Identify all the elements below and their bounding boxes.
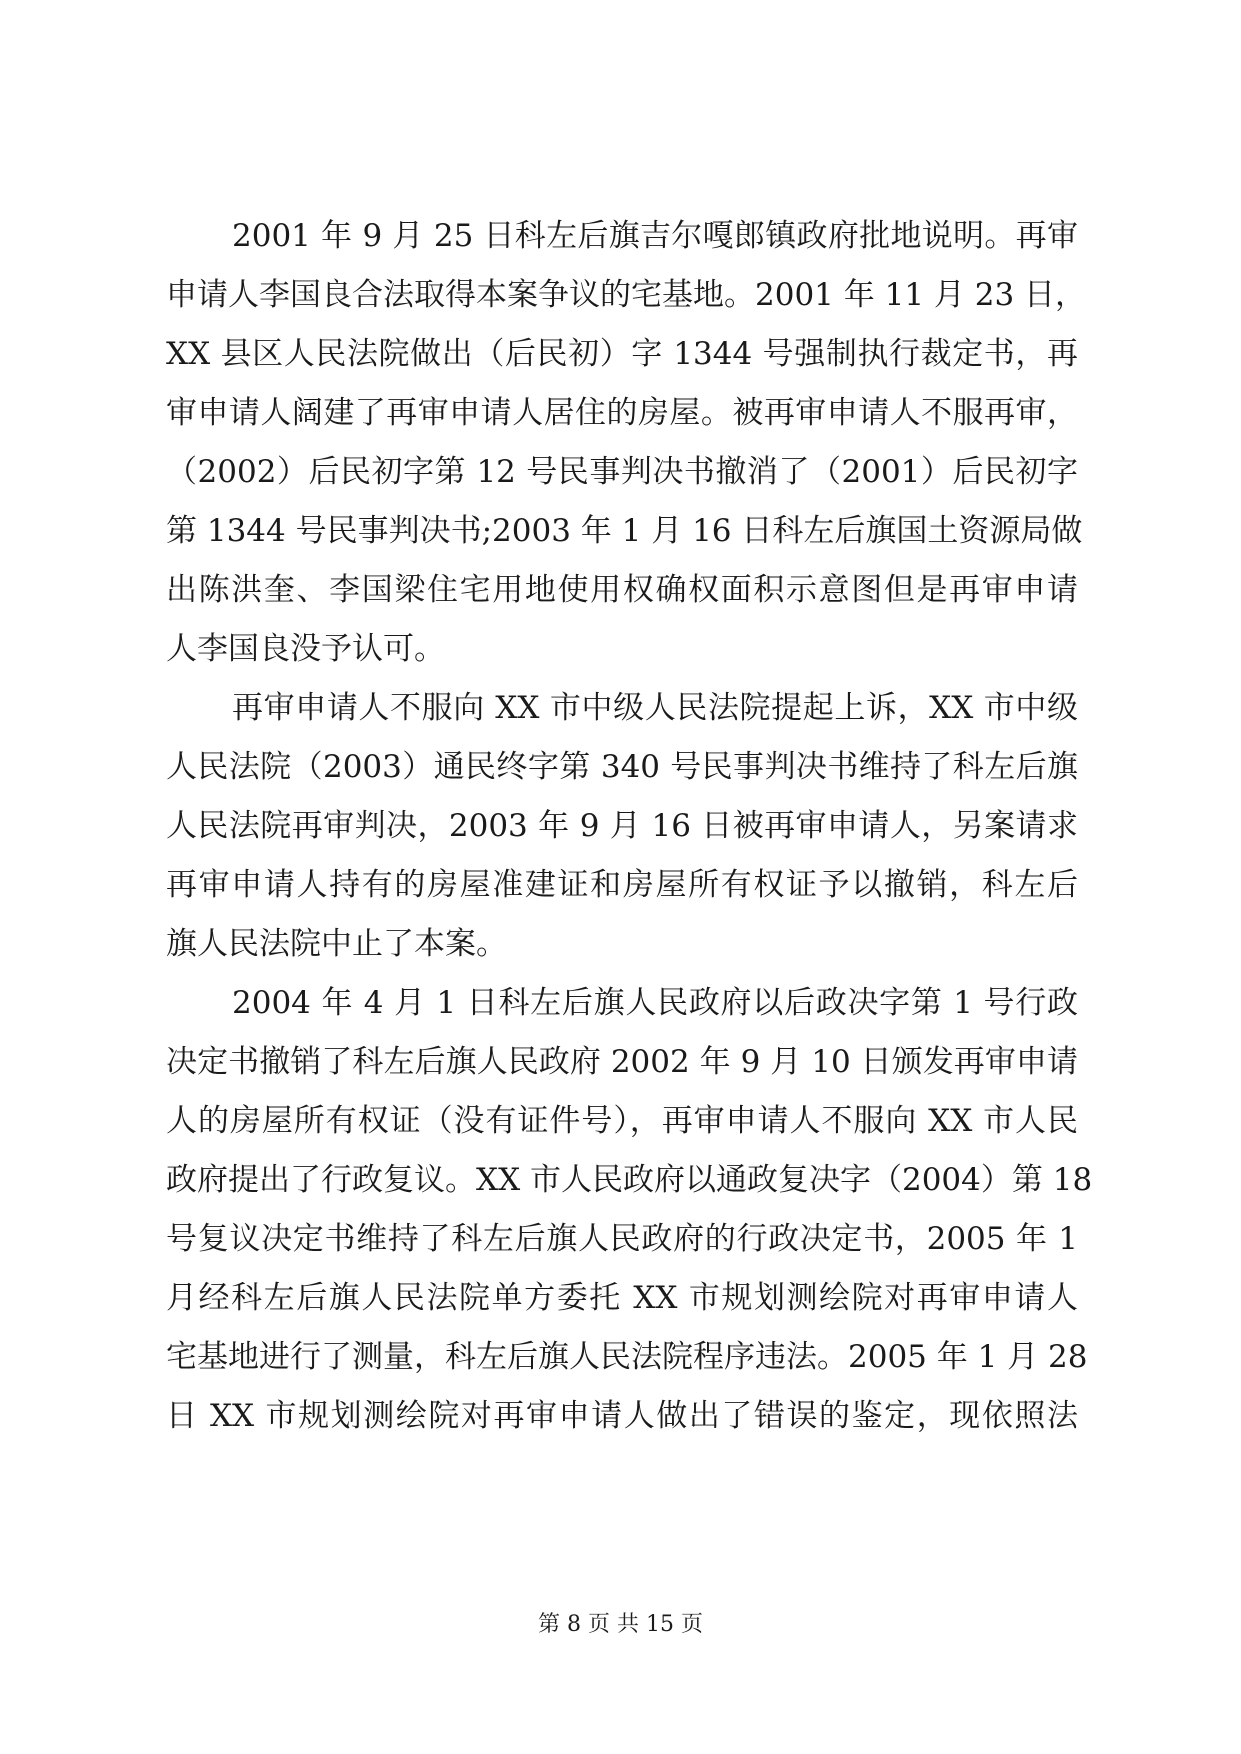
text-line: 2001 年 9 月 25 日科左后旗吉尔嘎郎镇政府批地说明。再审 [232,218,1078,254]
text-line: 再审申请人不服向 XX 市中级人民法院提起上诉，XX 市中级 [232,690,1078,726]
text-line: 人民法院（2003）通民终字第 340 号民事判决书维持了科左后旗 [166,749,1078,785]
text-line: 日 XX 市规划测绘院对再审申请人做出了错误的鉴定，现依照法 [166,1398,1078,1434]
page-number-footer: 第 8 页 共 15 页 [538,1612,703,1637]
text-line: 2004 年 4 月 1 日科左后旗人民政府以后政决字第 1 号行政 [232,985,1078,1021]
text-line: 人李国良没予认可。 [166,631,445,667]
text-line: XX 县区人民法院做出（后民初）字 1344 号强制执行裁定书，再 [166,336,1078,372]
text-line: 再审申请人持有的房屋准建证和房屋所有权证予以撤销，科左后 [166,867,1078,903]
text-line: 决定书撤销了科左后旗人民政府 2002 年 9 月 10 日颁发再审申请 [166,1044,1078,1080]
text-line: 审申请人阔建了再审申请人居住的房屋。被再审申请人不服再审， [166,395,1078,431]
text-line: 申请人李国良合法取得本案争议的宅基地。2001 年 11 月 23 日， [166,277,1087,313]
text-line: 月经科左后旗人民法院单方委托 XX 市规划测绘院对再审申请人 [166,1280,1078,1316]
text-line: 第 1344 号民事判决书;2003 年 1 月 16 日科左后旗国土资源局做 [166,513,1083,549]
text-line: （2002）后民初字第 12 号民事判决书撤消了（2001）后民初字 [166,454,1078,490]
text-line: 旗人民法院中止了本案。 [166,926,507,962]
text-line: 出陈洪奎、李国梁住宅用地使用权确权面积示意图但是再审申请 [166,572,1078,608]
text-line: 人的房屋所有权证（没有证件号），再审申请人不服向 XX 市人民 [166,1103,1078,1139]
text-line: 号复议决定书维持了科左后旗人民政府的行政决定书，2005 年 1 [166,1221,1078,1257]
text-line: 政府提出了行政复议。XX 市人民政府以通政复决字（2004）第 18 [166,1162,1093,1198]
text-line: 宅基地进行了测量，科左后旗人民法院程序违法。2005 年 1 月 28 [166,1339,1088,1375]
text-line: 人民法院再审判决，2003 年 9 月 16 日被再审申请人，另案请求 [166,808,1078,844]
